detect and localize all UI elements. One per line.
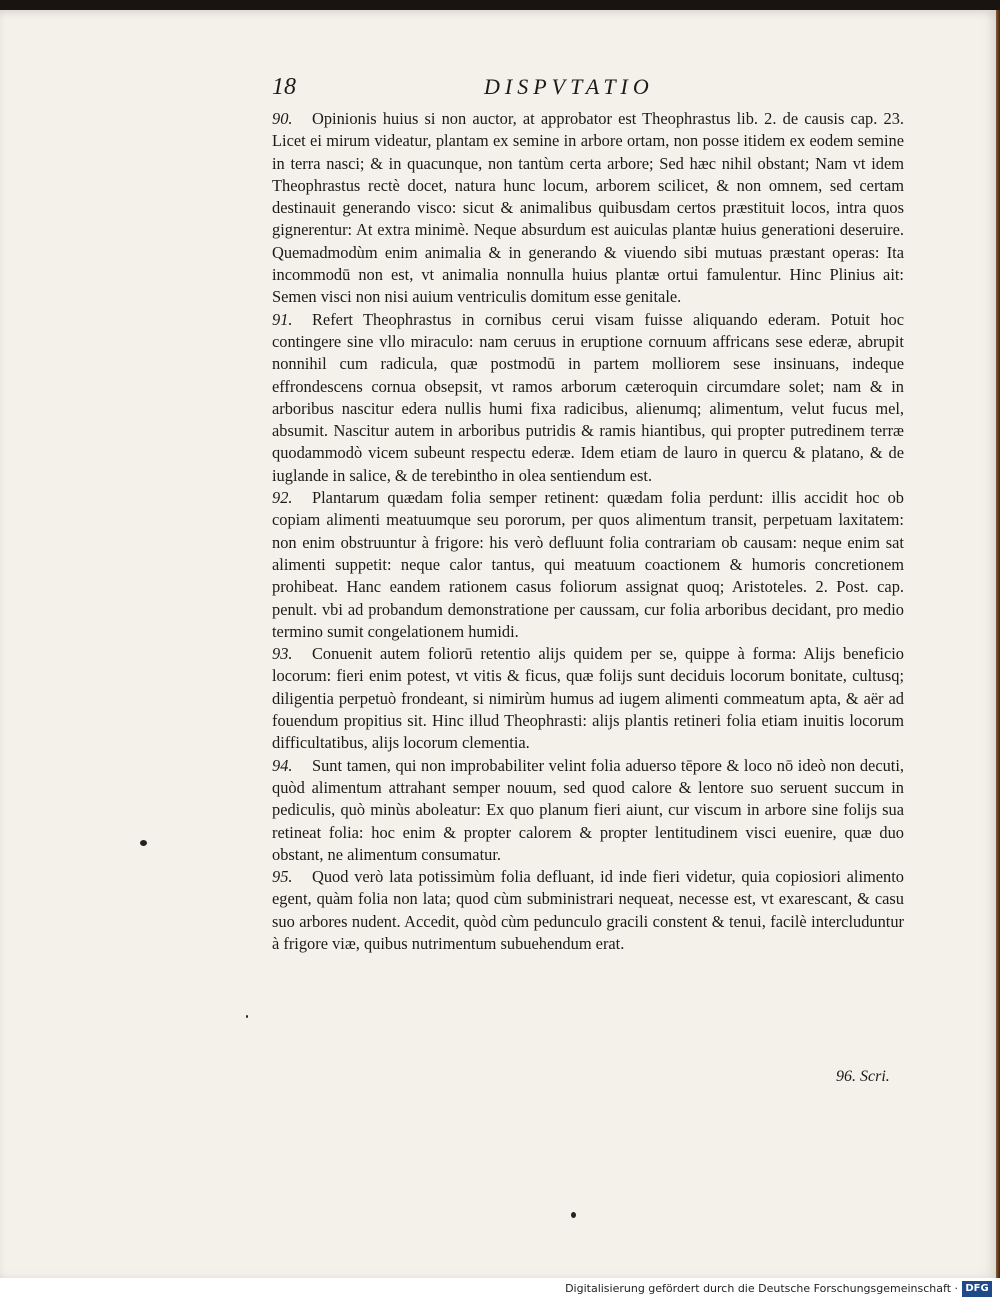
page-edge	[996, 10, 1000, 1278]
paragraph-90	[272, 108, 904, 309]
ink-speck	[571, 1212, 576, 1218]
page-header	[272, 74, 904, 104]
dfg-logo: DFG	[962, 1281, 992, 1297]
paragraph-number: 94.	[272, 755, 293, 775]
footer-bar	[0, 1278, 1000, 1301]
paragraph-text: Sunt tamen, qui non improbabiliter velint folia aduerso tēpore & loco nō ideò non decuti, quòd alimentum attrahant semper nouum, sed quod calore & lentore suo seruent succum in pediculis, quò minùs aboleatur: Ex quo planum fieri aiunt, cur viscum in arbore sine folijs sua retineat folia: hoc enim & propter calorem & propter lentitudinem visci euenire, quæ duo obstant, ne alimentum consumatur.	[272, 755, 904, 864]
paragraph-number: 95.	[272, 867, 293, 887]
paragraph-text: Opinionis huius si non auctor, at approbator est Theophrastus lib. 2. de causis cap. 23. Licet ei mirum videatur, plantam ex semine in arbore ortam, non posse itidem ex eodem semine in terra nasci; & in quacunque, non tantùm certa arbore; Sed hæc nihil obstant; Nam vt idem Theophrastus rectè docet, natura hunc locum, arborem scilicet, & non omnem, sed certam destinauit generando visco: sicut & animalibus quibusdam certos præstituit locos, intra quos gignerentur: At extra minimè. Neque absurdum est auiculas plantæ huius generationi deseruire. Quemadmodùm enim animalia & in generando & viuendo sibi mutuas præstant operas: Ita incommodū non est, vt animalia nonnulla huius plantæ ortui famulentur. Hinc Plinius ait: Semen visci non nisi auium ventriculis domitum esse genitale.	[272, 109, 904, 307]
paragraph-text: Quod verò lata potissimùm folia defluant, id inde fieri videtur, quia copiosiori alimento egent, quàm folia non lata; quod cùm subministrari nequeat, necesse est, vt exarescant, & casu suo arbores nudent. Accedit, quòd cùm pedunculo gracili constent & tenui, facilè intercluduntur à frigore viæ, quibus nutrimentum subuehendum erat.	[272, 867, 904, 953]
paragraph-95	[272, 866, 904, 955]
paragraph-93	[272, 643, 904, 754]
digitization-credit: Digitalisierung gefördert durch die Deutsche Forschungsgemeinschaft ·	[565, 1282, 958, 1295]
paragraph-92	[272, 487, 904, 643]
catchword: 96. Scri.	[836, 1068, 890, 1085]
paragraph-number: 90.	[272, 109, 293, 128]
paragraph-94	[272, 755, 904, 866]
paragraph-number: 92.	[272, 488, 293, 508]
paragraph-91	[272, 309, 904, 487]
ink-speck	[140, 840, 147, 846]
body-text	[272, 108, 904, 955]
paragraph-text: Conuenit autem foliorū retentio alijs quidem per se, quippe à forma: Alijs beneficio locorum: fieri enim potest, vt vitis & ficus, quæ folijs sunt deciduis locorum bonitate, cultusq; diligentia perpetuò frondeant, si nimirùm humus ad iugem alimenti commeatum apta, & aër ad fouendum propitius sit. Hinc illud Theophrasti: alijs plantis retineri folia etiam inuitis locorum difficultatibus, alijs locorum clementia.	[272, 644, 904, 753]
running-title: DISPVTATIO	[484, 74, 654, 99]
paragraph-number: 91.	[272, 309, 293, 329]
page-number: 18	[272, 74, 296, 100]
paragraph-text: Refert Theophrastus in cornibus cerui visam fuisse aliquando ederam. Potuit hoc contingere sine vllo miraculo: nam ceruus in eruptione cornuum affricans sese ederæ, abrupit nonnihil cum radicula, quæ postmodū in partem molliorem sese insinuans, indeque effrondescens cornua obsepsit, vt ramos arborum cæteroquin circumdare solet; nam & in arboribus nascitur edera nullis humi fixa radicibus, alienumq; alimentum, velut fucus mel, absumit. Nascitur autem in arboribus putridis & ramis hiantibus, qui propter putredinem terræ quodammodò vicem subeunt respectu ederæ. Idem etiam de lauro in quercu & platano, & de iuglande in salice, & de terebintho in olea sentiendum est.	[272, 309, 904, 485]
paragraph-text: Plantarum quædam folia semper retinent: quædam folia perdunt: illis accidit hoc ob copiam alimenti meatuumque seu pororum, per quos alimentum transit, perpetuam laxitatem: non enim obstruuntur à frigore: his verò defluunt folia contrariam ob causam: neque enim sat alimenti suppetit: neque calor tantus, qui meatuum coactionem & humoris concretionem prohibeat. Hanc eandem rationem casus foliorum assignat quoq; Aristoteles. 2. Post. cap. penult. vbi ad probandum demonstratione per caussam, cur folia arboribus decidant, pro medio termino sumit congelationem humidi.	[272, 488, 904, 641]
ink-speck	[246, 1015, 248, 1018]
paragraph-number: 93.	[272, 644, 293, 664]
